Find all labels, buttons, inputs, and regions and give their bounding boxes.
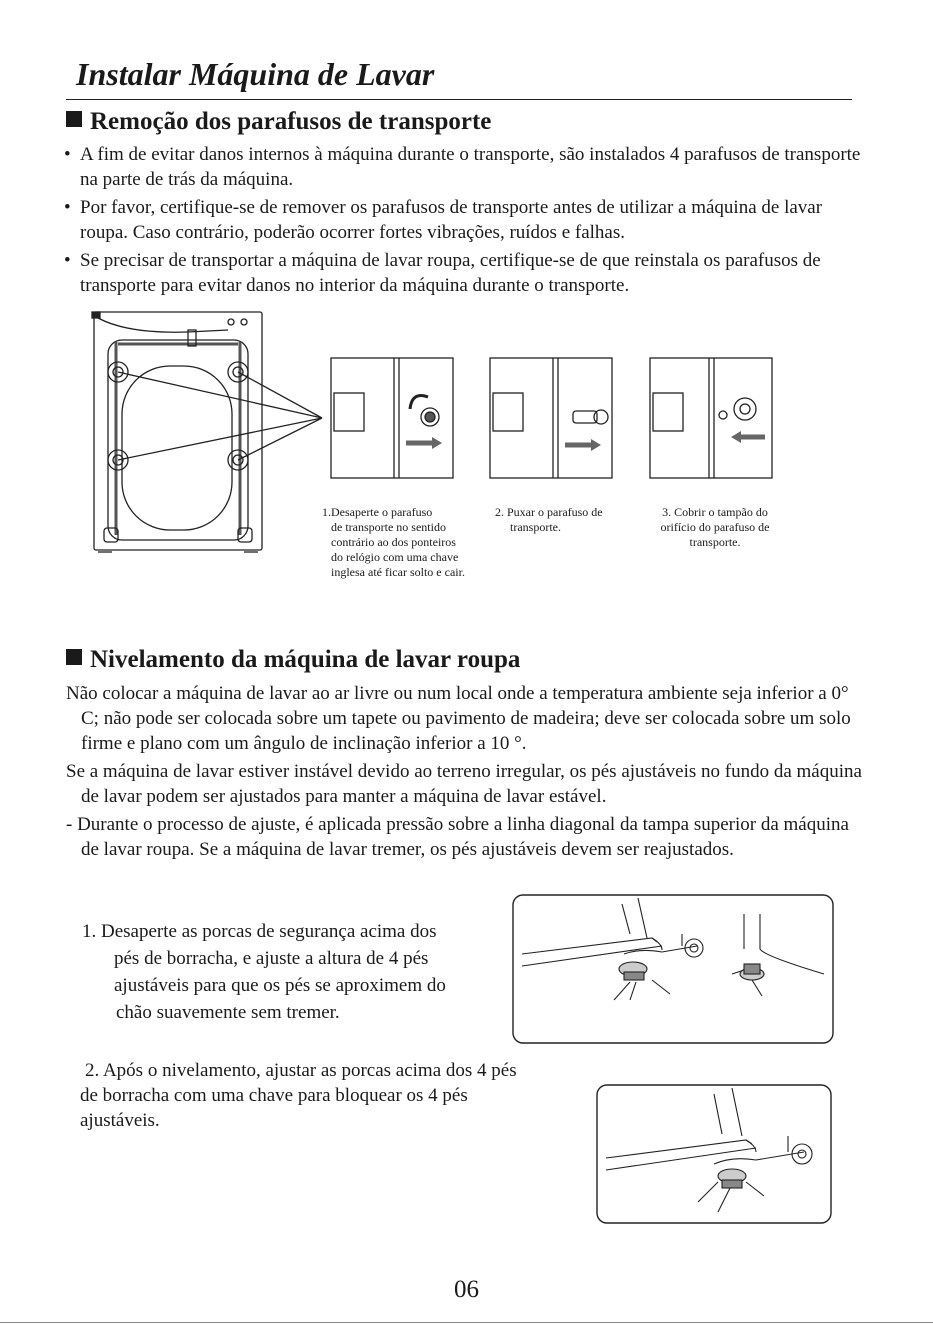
section-heading-text: Remoção dos parafusos de transporte (90, 108, 492, 135)
page-number: 06 (454, 1276, 479, 1303)
caption-line: transporte. (510, 520, 561, 534)
step1-unscrew-illustration (330, 357, 454, 479)
section-heading-leveling (66, 646, 520, 674)
paragraph: - Durante o processo de ajuste, é aplicada pressão sobre a linha diagonal da tampa superior da máquina de lavar roupa. Se a máquina de lavar tremer, os pés ajustáveis devem ser reajustados. (66, 814, 849, 860)
caption-line: inglesa até ficar solto e cair. (331, 565, 465, 579)
leveling-step1 (82, 918, 502, 1026)
list-item (62, 195, 872, 245)
wrench-locking-illustration (596, 1084, 832, 1224)
transport-bolts-list (62, 142, 872, 301)
bottom-divider (0, 1322, 933, 1323)
list-item-text: Por favor, certifique-se de remover os parafusos de transporte antes de utilizar a máquina de lavar roupa. Caso contrário, poderão ocorrer fortes vibrações, ruídos e falhas. (80, 197, 823, 243)
paragraph: Se a máquina de lavar estiver instável devido ao terreno irregular, os pés ajustáveis no fundo da máquina de lavar podem ser ajustados para manter a máquina de lavar estável. (66, 761, 862, 807)
step-line: 2. Após o nivelamento, ajustar as porcas acima dos 4 pés (85, 1060, 517, 1081)
caption-line: 3. Cobrir o tampão do (662, 505, 768, 519)
caption-line: do relógio com uma chave (331, 550, 459, 564)
caption-line: transporte. (689, 535, 741, 549)
caption-line: de transporte no sentido (331, 520, 446, 534)
page-title: Instalar Máquina de Lavar (76, 56, 435, 92)
leveling-paragraphs (66, 681, 866, 865)
section-heading-transport-bolts (66, 108, 491, 136)
step-line: ajustáveis para que os pés se aproximem do (114, 975, 446, 996)
list-item-text: A fim de evitar danos internos à máquina durante o transporte, são instalados 4 parafusos de transporte na parte de trás da máquina. (80, 144, 861, 190)
step2-pull-bolt-illustration (489, 357, 613, 479)
caption-line: 1.Desaperte o parafuso (322, 505, 433, 519)
step-line: pés de borracha, e ajuste a altura de 4 pés (114, 948, 429, 969)
caption-line: contrário ao dos ponteiros (331, 535, 456, 549)
washing-machine-back-illustration (88, 310, 328, 560)
section-heading-text: Nivelamento da máquina de lavar roupa (90, 646, 521, 673)
paragraph: Não colocar a máquina de lavar ao ar livre ou num local onde a temperatura ambiente seja inferior a 0° C; não pode ser colocada sobre um tapete ou pavimento de madeira; deve ser colocada sobre um solo firme e plano com um ângulo de inclinação inferior a 10 °. (66, 683, 851, 754)
step-line: chão suavemente sem tremer. (116, 1002, 340, 1023)
square-bullet-icon (66, 111, 82, 127)
list-item (62, 248, 872, 298)
caption-line: orifício do parafuso de (660, 520, 770, 534)
step1-caption (322, 505, 497, 580)
step3-cover-hole-illustration (649, 357, 773, 479)
step3-caption (640, 505, 790, 550)
adjustable-feet-illustration (512, 894, 834, 1044)
title-divider (66, 99, 852, 100)
square-bullet-icon (66, 649, 82, 665)
step-line: ajustáveis. (80, 1110, 160, 1131)
step-line: 1. Desaperte as porcas de segurança acima dos (82, 921, 437, 942)
list-item (62, 142, 872, 192)
step2-caption (495, 505, 645, 535)
caption-line: 2. Puxar o parafuso de (495, 505, 603, 519)
list-item-text: Se precisar de transportar a máquina de lavar roupa, certifique-se de que reinstala os parafusos de transporte para evitar danos no interior da máquina durante o transporte. (80, 250, 821, 296)
step-line: de borracha com uma chave para bloquear os 4 pés (80, 1085, 468, 1106)
leveling-step2 (80, 1058, 600, 1133)
